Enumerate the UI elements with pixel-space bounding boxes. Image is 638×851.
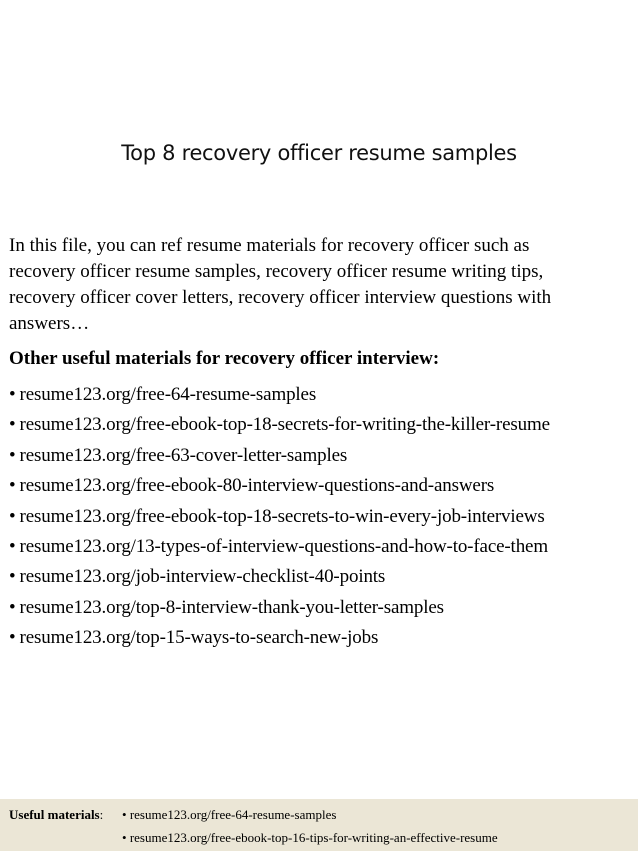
list-item xyxy=(9,502,634,532)
intro-line: recovery officer cover letters, recovery officer interview questions with xyxy=(9,287,552,308)
resource-link[interactable]: resume123.org/free-63-cover-letter-samples xyxy=(19,444,348,466)
bullet-icon: • xyxy=(9,627,16,649)
list-item xyxy=(9,410,634,440)
footer-label-text: Useful materials xyxy=(9,807,100,822)
list-item xyxy=(9,471,634,501)
intro-line: recovery officer resume samples, recovery officer resume writing tips, xyxy=(9,261,544,282)
bullet-icon: • xyxy=(9,566,16,588)
intro-line: answers… xyxy=(9,313,90,334)
bullet-icon: • xyxy=(9,475,16,497)
intro-line: In this file, you can ref resume materials for recovery officer such as xyxy=(9,235,530,256)
footer-label-separator: : xyxy=(99,807,104,822)
resource-link[interactable]: resume123.org/13-types-of-interview-questions-and-how-to-face-them xyxy=(19,535,548,557)
bullet-icon: • xyxy=(122,830,127,845)
bullet-icon: • xyxy=(9,414,16,436)
bullet-icon: • xyxy=(9,505,16,527)
list-item xyxy=(9,380,634,410)
footer-item xyxy=(122,830,498,846)
intro-paragraph xyxy=(9,233,631,337)
list-item xyxy=(9,441,634,471)
resource-link[interactable]: resume123.org/free-ebook-top-18-secrets-for-writing-the-killer-resume xyxy=(19,414,550,436)
footer-item xyxy=(122,807,336,823)
bullet-icon: • xyxy=(9,535,16,557)
resource-link[interactable]: resume123.org/free-ebook-top-18-secrets-to-win-every-job-interviews xyxy=(19,505,545,527)
resource-link[interactable]: resume123.org/job-interview-checklist-40-points xyxy=(19,566,386,588)
footer-link[interactable]: resume123.org/free-ebook-top-16-tips-for-writing-an-effective-resume xyxy=(129,830,498,845)
page-title: Top 8 recovery officer resume samples xyxy=(121,141,517,165)
resource-link[interactable]: resume123.org/free-64-resume-samples xyxy=(19,384,317,405)
bullet-icon: • xyxy=(122,807,127,822)
list-item xyxy=(9,532,634,562)
materials-list xyxy=(9,380,634,654)
resource-link[interactable]: resume123.org/top-8-interview-thank-you-letter-samples xyxy=(19,596,444,618)
bullet-icon: • xyxy=(9,444,16,466)
footer-link[interactable]: resume123.org/free-64-resume-samples xyxy=(129,807,337,822)
list-item xyxy=(9,623,634,653)
footer-label xyxy=(9,807,103,823)
bullet-icon: • xyxy=(9,596,16,618)
list-item xyxy=(9,562,634,592)
list-item xyxy=(9,593,634,623)
resource-link[interactable]: resume123.org/top-15-ways-to-search-new-jobs xyxy=(19,627,379,649)
footer-bar xyxy=(0,799,638,851)
bullet-icon: • xyxy=(9,384,16,405)
resource-link[interactable]: resume123.org/free-ebook-80-interview-questions-and-answers xyxy=(19,475,495,497)
materials-heading: Other useful materials for recovery officer interview: xyxy=(9,348,440,369)
